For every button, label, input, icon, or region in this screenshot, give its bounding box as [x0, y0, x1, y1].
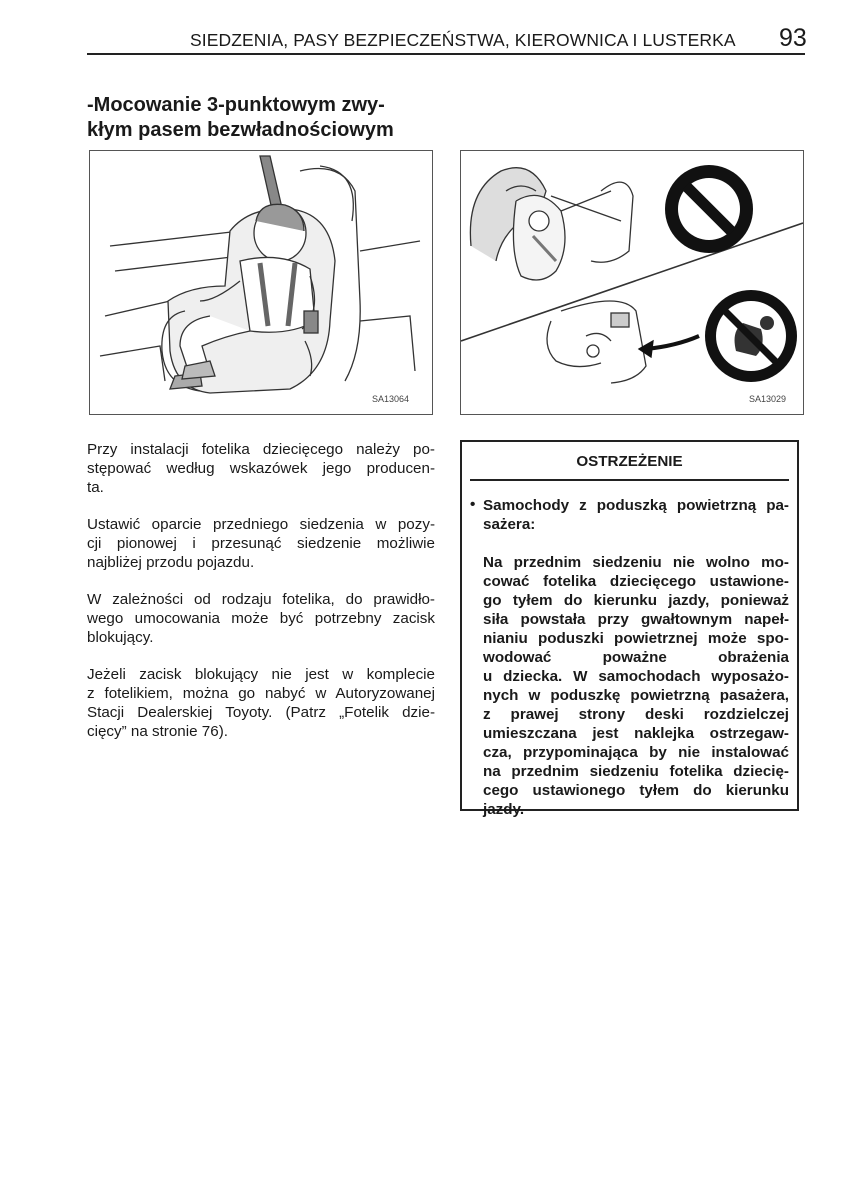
airbag-warning-drawing [461, 151, 803, 414]
warning-line: cza, przypominająca by nie instalować [483, 744, 789, 761]
bullet-icon: • [470, 496, 476, 513]
child-seat-illustration [89, 150, 433, 415]
warning-line: cego ustawionego tyłem do kierunku [483, 782, 789, 799]
page-number: 93 [779, 24, 807, 52]
text-line: blokujący. [87, 629, 154, 646]
section-title-line: -Mocowanie 3-punktowym zwy- [87, 94, 385, 116]
body-text [87, 440, 435, 759]
warning-text [483, 496, 789, 819]
section-title-line: kłym pasem bezwładnościowym [87, 119, 394, 141]
text-line: Stacji Dealerskiej Toyoty. (Patrz „Fotelik dzie- [87, 704, 435, 721]
paragraph [87, 515, 435, 572]
warning-line: nianiu poduszki powietrznej może spo- [483, 630, 789, 647]
paragraph [87, 440, 435, 497]
warning-line: jazdy. [483, 801, 525, 818]
text-line: Jeżeli zacisk blokujący nie jest w komplecie [87, 666, 435, 683]
header-rule [87, 53, 805, 55]
section-title [87, 93, 427, 143]
warning-line: u dziecka. W samochodach wyposażo- [483, 668, 789, 685]
warning-line: cować fotelika dziecięcego ustawione- [483, 573, 789, 590]
airbag-warning-illustration [460, 150, 804, 415]
figure-code: SA13064 [372, 394, 410, 404]
warning-heading-line: sażera: [483, 516, 536, 533]
warning-line: z prawej strony deski rozdzielczej [483, 706, 789, 723]
warning-heading-line: Samochody z poduszką powietrzną pa- [483, 497, 789, 514]
warning-line: siła powstała przy gwałtownym napeł- [483, 611, 789, 628]
text-line: stępować według wskazówek jego producen- [87, 460, 435, 477]
warning-line: go tyłem do kierunku jazdy, ponieważ [483, 592, 789, 609]
header-title: SIEDZENIA, PASY BEZPIECZEŃSTWA, KIEROWNICA I LUSTERKA [190, 30, 736, 50]
text-line: cji pionowej i przesunąć siedzenie możliwie [87, 535, 435, 552]
warning-divider [470, 479, 789, 481]
prohibition-icon [665, 165, 753, 253]
warning-box [460, 440, 799, 818]
text-line: najbliżej przodu pojazdu. [87, 554, 255, 571]
warning-line: Na przednim siedzeniu nie wolno mo- [483, 554, 789, 571]
warning-line: umieszczana jest naklejka ostrzegaw- [483, 725, 789, 742]
text-line: Ustawić oparcie przedniego siedzenia w pozy- [87, 516, 435, 533]
paragraph [87, 665, 435, 741]
warning-line: na przednim siedzeniu fotelika dziecię- [483, 763, 789, 780]
text-line: cięcy” na stronie 76). [87, 723, 228, 740]
warning-line: nych w poduszkę powietrzną pasażera, [483, 687, 789, 704]
text-line: Przy instalacji fotelika dziecięcego należy po- [87, 441, 435, 458]
airbag-sticker-icon [705, 290, 797, 382]
text-line: ta. [87, 479, 104, 496]
warning-line: wodować poważne obrażenia [483, 649, 789, 666]
text-line: wego umocowania może być potrzebny zacisk [87, 610, 435, 627]
child-seat-drawing [90, 151, 432, 414]
figure-code: SA13029 [749, 394, 787, 404]
paragraph [87, 590, 435, 647]
warning-title: OSTRZEŻENIE [576, 453, 683, 470]
text-line: z fotelikiem, można go nabyć w Autoryzowanej [87, 685, 435, 702]
text-line: W zależności od rodzaju fotelika, do prawidło- [87, 591, 435, 608]
